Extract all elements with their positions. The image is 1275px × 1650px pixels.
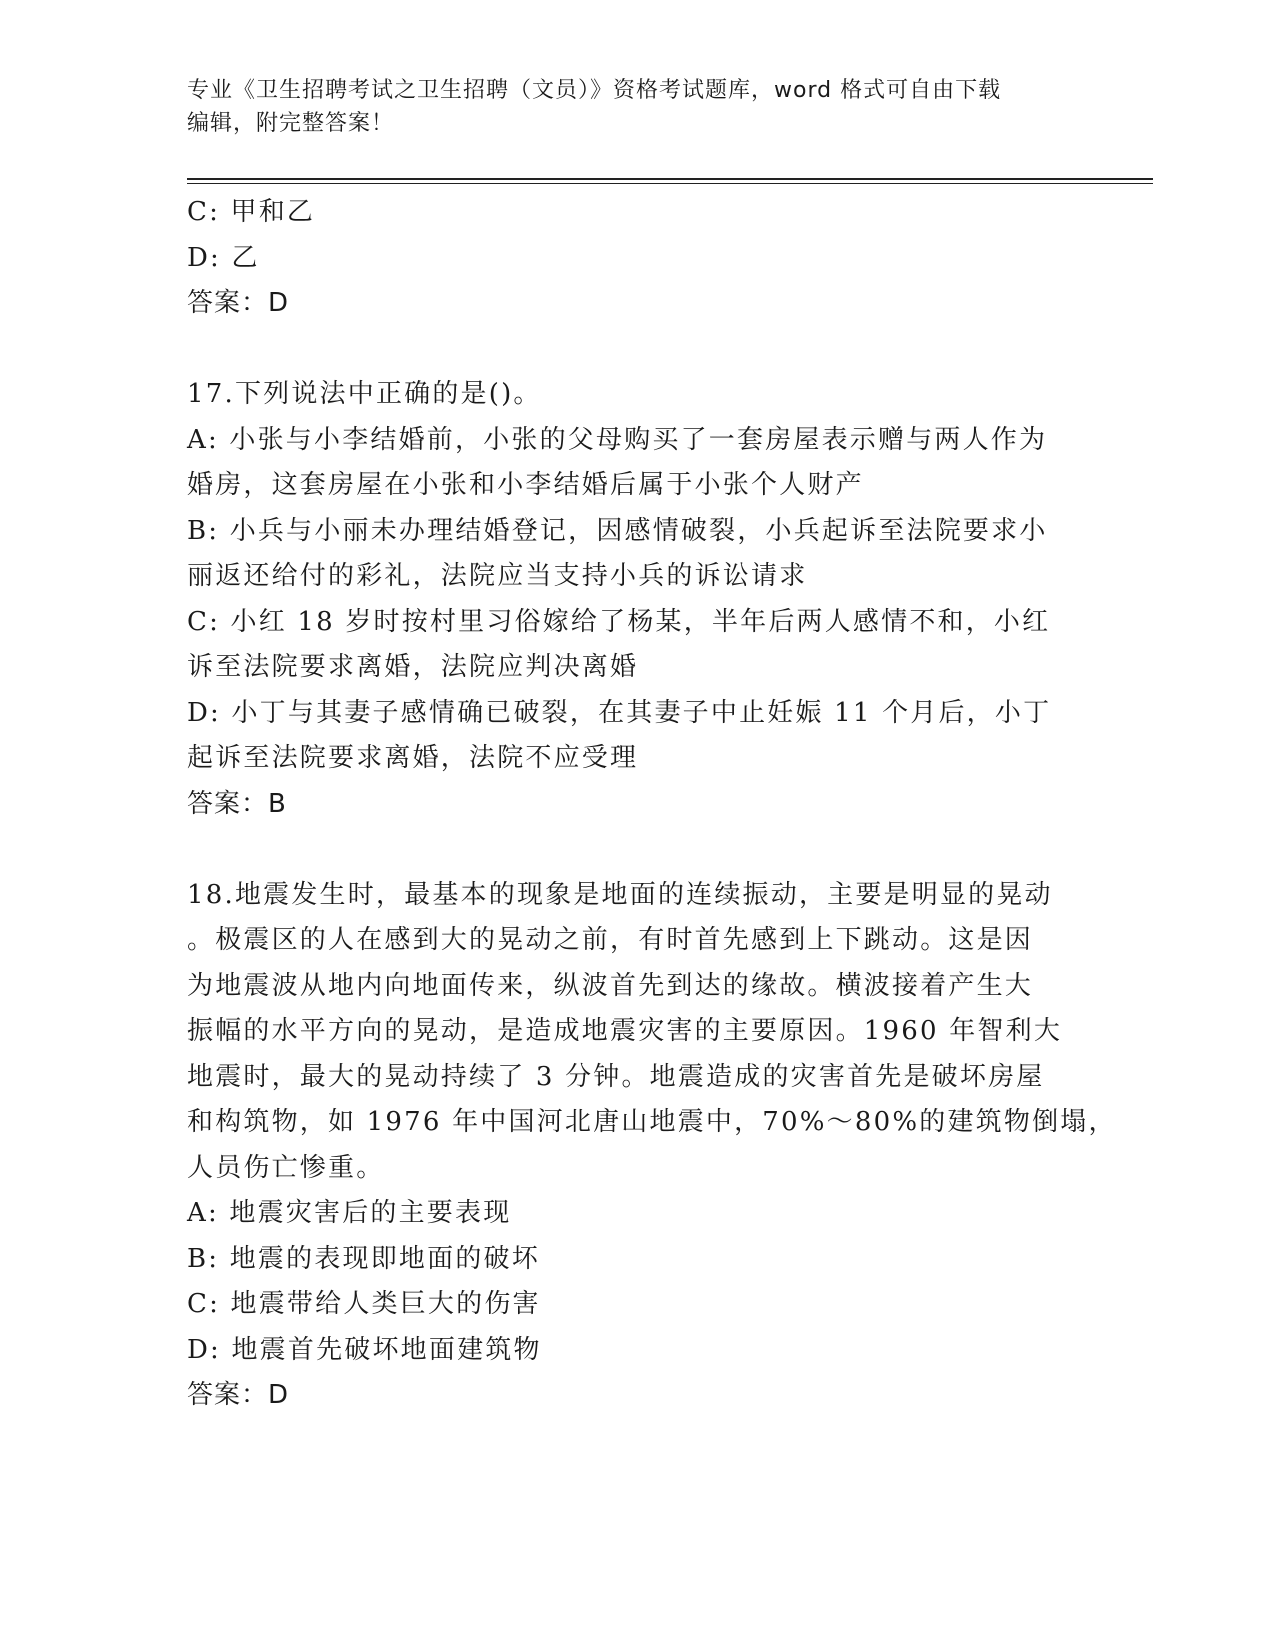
option-a: A: 地震灾害后的主要表现 xyxy=(187,1198,512,1228)
option-a-line-2: 婚房，这套房屋在小张和小李结婚后属于小张个人财产 xyxy=(187,470,864,500)
header-divider-thick xyxy=(187,178,1153,180)
option-c-line-1: C: 小红 18 岁时按村里习俗嫁给了杨某，半年后两人感情不和，小红 xyxy=(187,606,1051,637)
header-line-2: 编辑，附完整答案！ xyxy=(187,111,395,136)
answer-label: 答案：D xyxy=(187,1380,290,1410)
question-16-tail xyxy=(187,190,1087,327)
option-d: D: 地震首先破坏地面建筑物 xyxy=(187,1334,542,1365)
question-stem-line: 18.地震发生时，最基本的现象是地面的连续振动，主要是明显的晃动 xyxy=(187,879,1053,910)
option-c-line-2: 诉至法院要求离婚，法院应判决离婚 xyxy=(187,652,639,682)
option-c: C: 甲和乙 xyxy=(187,197,316,227)
question-stem-line: 为地震波从地内向地面传来，纵波首先到达的缘故。横波接着产生大 xyxy=(187,970,1034,1001)
option-b: B: 地震的表现即地面的破坏 xyxy=(187,1243,540,1274)
question-stem-line: 。极震区的人在感到大的晃动之前，有时首先感到上下跳动。这是因 xyxy=(187,925,1034,955)
question-stem-line: 振幅的水平方向的晃动，是造成地震灾害的主要原因。1960 年智利大 xyxy=(187,1016,1063,1046)
question-stem-line: 地震时，最大的晃动持续了 3 分钟。地震造成的灾害首先是破坏房屋 xyxy=(187,1061,1045,1092)
answer-label: 答案：B xyxy=(187,788,287,819)
question-stem-line: 17.下列说法中正确的是()。 xyxy=(187,379,542,409)
document-body xyxy=(187,190,1117,1419)
header-line-1: 专业《卫生招聘考试之卫生招聘（文员）》资格考试题库，word 格式可自由下载 xyxy=(187,78,1002,103)
answer-label: 答案：D xyxy=(187,288,290,318)
option-c: C: 地震带给人类巨大的伤害 xyxy=(187,1289,541,1319)
option-b-line-1: B: 小兵与小丽未办理结婚登记，因感情破裂，小兵起诉至法院要求小 xyxy=(187,515,1048,546)
header-divider-thin xyxy=(187,183,1153,184)
spacer xyxy=(187,327,1087,373)
spacer xyxy=(187,827,1087,873)
option-d: D: 乙 xyxy=(187,242,260,273)
question-stem-line: 人员伤亡惨重。 xyxy=(187,1152,385,1183)
question-17 xyxy=(187,372,1087,827)
question-18 xyxy=(187,873,1117,1419)
option-d-line-1: D: 小丁与其妻子感情确已破裂，在其妻子中止妊娠 11 个月后，小丁 xyxy=(187,697,1052,728)
option-d-line-2: 起诉至法院要求离婚，法院不应受理 xyxy=(187,743,639,773)
option-b-line-2: 丽返还给付的彩礼，法院应当支持小兵的诉讼请求 xyxy=(187,561,808,591)
option-a-line-1: A: 小张与小李结婚前，小张的父母购买了一套房屋表示赠与两人作为 xyxy=(187,424,1048,455)
page-header xyxy=(187,74,1077,140)
question-stem-line: 和构筑物，如 1976 年中国河北唐山地震中，70%～80%的建筑物倒塌， xyxy=(187,1107,1117,1137)
